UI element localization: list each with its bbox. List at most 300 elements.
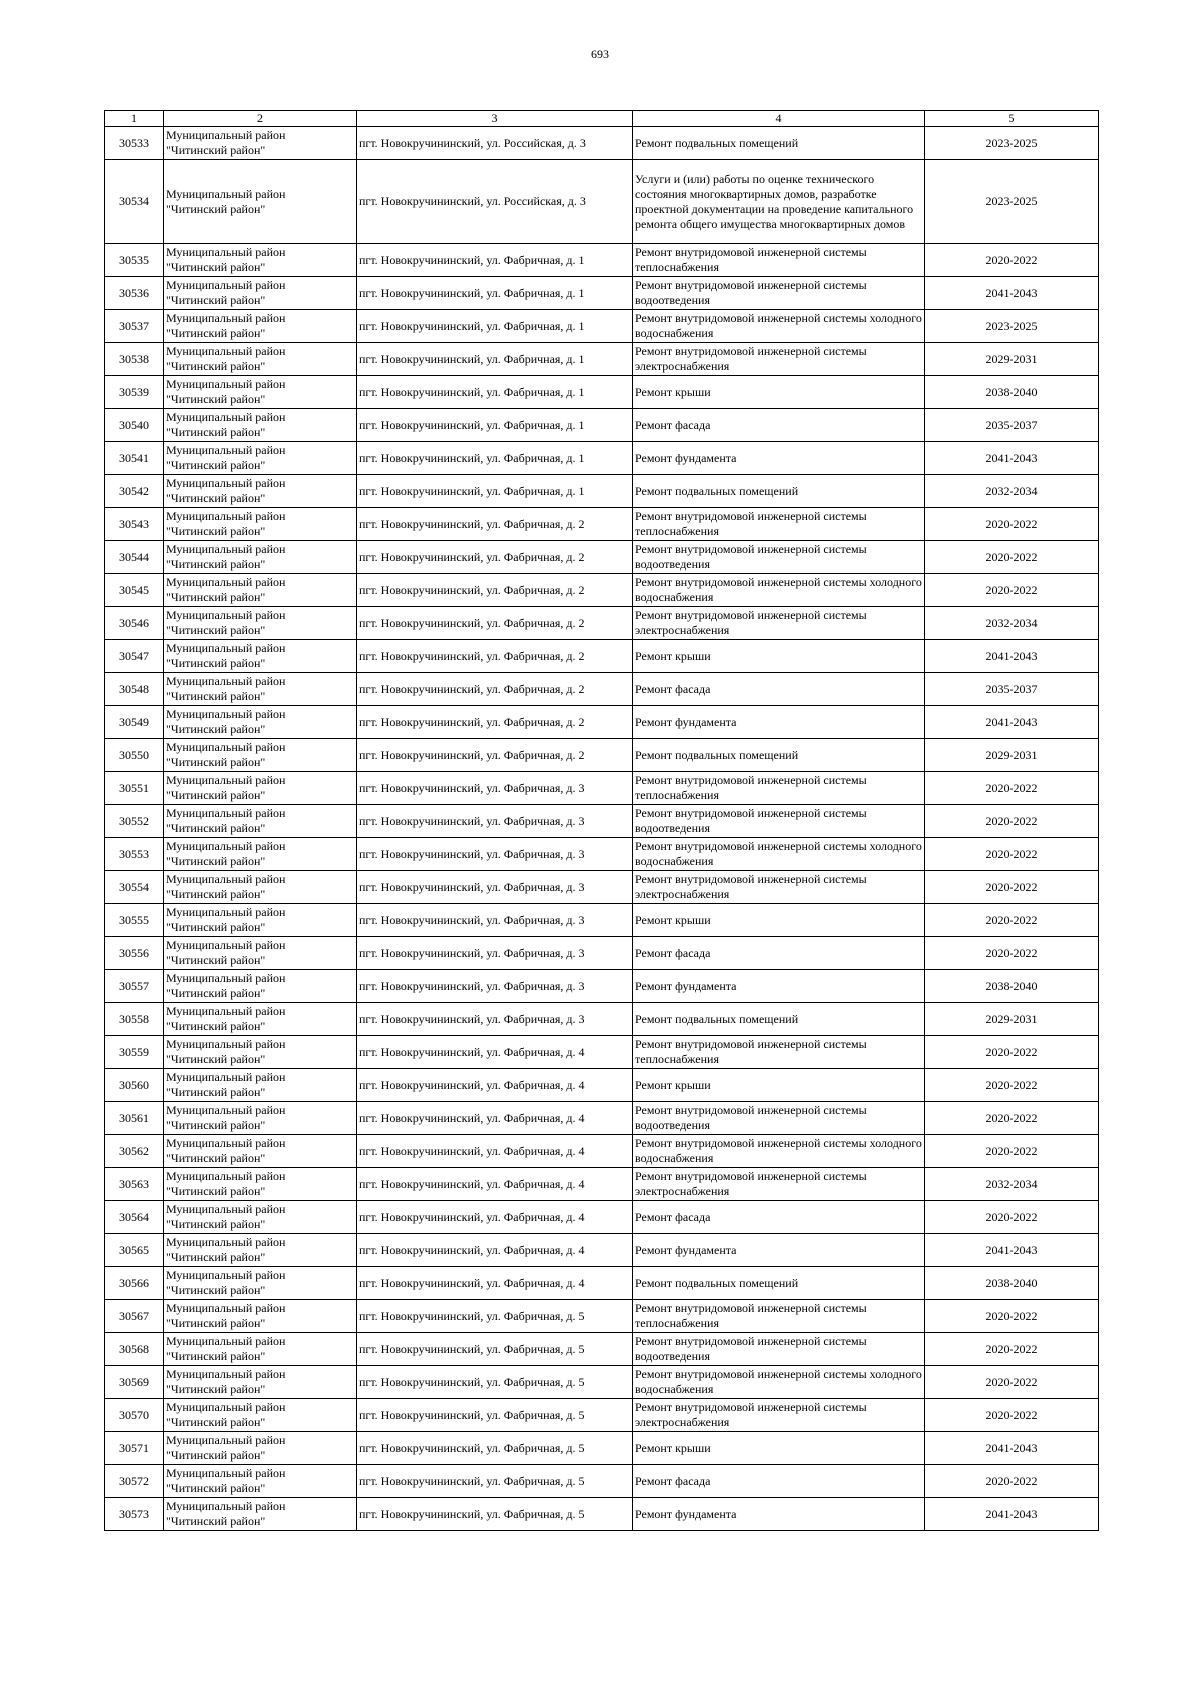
row-number: 30539 [105, 376, 164, 409]
municipality-line: Муниципальный район [166, 476, 286, 490]
municipality-line: Муниципальный район [166, 740, 286, 754]
table-row [105, 277, 1099, 310]
municipality-cell [164, 277, 357, 310]
table-row [105, 673, 1099, 706]
period-cell: 2020-2022 [925, 508, 1099, 541]
municipality-cell [164, 475, 357, 508]
address-cell: пгт. Новокручининский, ул. Фабричная, д. 5 [357, 1498, 633, 1531]
row-number: 30562 [105, 1135, 164, 1168]
municipality-line: Муниципальный район [166, 872, 286, 886]
address-cell: пгт. Новокручининский, ул. Фабричная, д. 5 [357, 1300, 633, 1333]
table-row [105, 739, 1099, 772]
work-type-cell: Ремонт фасада [633, 1201, 925, 1234]
municipality-line: "Читинский район" [166, 425, 266, 439]
municipality-cell [164, 541, 357, 574]
row-number: 30547 [105, 640, 164, 673]
municipality-cell [164, 838, 357, 871]
municipality-cell [164, 409, 357, 442]
period-cell: 2020-2022 [925, 1465, 1099, 1498]
work-type-cell: Ремонт крыши [633, 1069, 925, 1102]
address-cell: пгт. Новокручининский, ул. Фабричная, д. 5 [357, 1366, 633, 1399]
address-cell: пгт. Новокручининский, ул. Фабричная, д. 4 [357, 1135, 633, 1168]
work-type-cell: Услуги и (или) работы по оценке технического состояния многоквартирных домов, разработке проектной документации на проведение капитального ремонта общего имущества многоквартирных домов [633, 160, 925, 244]
municipality-cell [164, 1168, 357, 1201]
municipality-cell [164, 1234, 357, 1267]
period-cell: 2041-2043 [925, 442, 1099, 475]
row-number: 30545 [105, 574, 164, 607]
period-cell: 2038-2040 [925, 376, 1099, 409]
period-cell: 2020-2022 [925, 244, 1099, 277]
period-cell: 2032-2034 [925, 1168, 1099, 1201]
row-number: 30565 [105, 1234, 164, 1267]
work-type-cell: Ремонт фасада [633, 1465, 925, 1498]
municipality-line: Муниципальный район [166, 938, 286, 952]
municipality-cell [164, 805, 357, 838]
municipality-line: Муниципальный район [166, 311, 286, 325]
table-row [105, 409, 1099, 442]
municipality-line: "Читинский район" [166, 1085, 266, 1099]
municipality-line: "Читинский район" [166, 392, 266, 406]
address-cell: пгт. Новокручининский, ул. Фабричная, д. 3 [357, 772, 633, 805]
table-row [105, 574, 1099, 607]
municipality-cell [164, 1036, 357, 1069]
row-number: 30544 [105, 541, 164, 574]
period-cell: 2041-2043 [925, 1234, 1099, 1267]
municipality-line: Муниципальный район [166, 971, 286, 985]
row-number: 30550 [105, 739, 164, 772]
table-row [105, 1267, 1099, 1300]
address-cell: пгт. Новокручининский, ул. Фабричная, д. 1 [357, 442, 633, 475]
row-number: 30563 [105, 1168, 164, 1201]
period-cell: 2023-2025 [925, 160, 1099, 244]
municipality-line: Муниципальный район [166, 278, 286, 292]
row-number: 30552 [105, 805, 164, 838]
work-type-cell: Ремонт внутридомовой инженерной системы водоотведения [633, 805, 925, 838]
municipality-line: "Читинский район" [166, 1382, 266, 1396]
address-cell: пгт. Новокручининский, ул. Фабричная, д. 3 [357, 904, 633, 937]
address-cell: пгт. Новокручининский, ул. Фабричная, д. 2 [357, 508, 633, 541]
work-type-cell: Ремонт подвальных помещений [633, 475, 925, 508]
municipality-line: "Читинский район" [166, 1349, 266, 1363]
row-number: 30538 [105, 343, 164, 376]
municipality-line: "Читинский район" [166, 260, 266, 274]
row-number: 30558 [105, 1003, 164, 1036]
municipality-cell [164, 1333, 357, 1366]
address-cell: пгт. Новокручининский, ул. Фабричная, д. 4 [357, 1069, 633, 1102]
row-number: 30568 [105, 1333, 164, 1366]
table-row [105, 1135, 1099, 1168]
address-cell: пгт. Новокручининский, ул. Фабричная, д. 2 [357, 673, 633, 706]
row-number: 30546 [105, 607, 164, 640]
municipality-line: Муниципальный район [166, 1103, 286, 1117]
address-cell: пгт. Новокручининский, ул. Фабричная, д. 1 [357, 376, 633, 409]
table-row [105, 1465, 1099, 1498]
work-type-cell: Ремонт внутридомовой инженерной системы водоотведения [633, 1102, 925, 1135]
municipality-line: "Читинский район" [166, 1184, 266, 1198]
row-number: 30567 [105, 1300, 164, 1333]
municipality-cell [164, 343, 357, 376]
address-cell: пгт. Новокручининский, ул. Фабричная, д. 3 [357, 838, 633, 871]
municipality-line: Муниципальный район [166, 1400, 286, 1414]
table-row [105, 160, 1099, 244]
municipality-line: "Читинский район" [166, 359, 266, 373]
work-type-cell: Ремонт внутридомовой инженерной системы электроснабжения [633, 871, 925, 904]
municipality-line: Муниципальный район [166, 509, 286, 523]
table-row [105, 1102, 1099, 1135]
municipality-line: "Читинский район" [166, 590, 266, 604]
period-cell: 2041-2043 [925, 640, 1099, 673]
period-cell: 2020-2022 [925, 1069, 1099, 1102]
row-number: 30559 [105, 1036, 164, 1069]
row-number: 30561 [105, 1102, 164, 1135]
page-number: 693 [591, 47, 609, 61]
address-cell: пгт. Новокручининский, ул. Фабричная, д. 5 [357, 1399, 633, 1432]
work-type-cell: Ремонт внутридомовой инженерной системы водоотведения [633, 1333, 925, 1366]
municipality-cell [164, 160, 357, 244]
municipality-line: Муниципальный район [166, 128, 286, 142]
municipality-line: Муниципальный район [166, 377, 286, 391]
period-cell: 2032-2034 [925, 607, 1099, 640]
period-cell: 2032-2034 [925, 475, 1099, 508]
municipality-cell [164, 1366, 357, 1399]
municipality-line: "Читинский район" [166, 293, 266, 307]
address-cell: пгт. Новокручининский, ул. Фабричная, д. 1 [357, 310, 633, 343]
period-cell: 2041-2043 [925, 277, 1099, 310]
municipality-cell [164, 1135, 357, 1168]
row-number: 30571 [105, 1432, 164, 1465]
table-row [105, 805, 1099, 838]
address-cell: пгт. Новокручининский, ул. Фабричная, д. 5 [357, 1465, 633, 1498]
period-cell: 2020-2022 [925, 1399, 1099, 1432]
municipality-line: "Читинский район" [166, 920, 266, 934]
table-row [105, 1432, 1099, 1465]
municipality-line: "Читинский район" [166, 557, 266, 571]
table-row [105, 376, 1099, 409]
municipality-line: "Читинский район" [166, 689, 266, 703]
work-type-cell: Ремонт внутридомовой инженерной системы теплоснабжения [633, 772, 925, 805]
table-body [105, 127, 1099, 1531]
address-cell: пгт. Новокручининский, ул. Фабричная, д. 1 [357, 244, 633, 277]
municipality-line: "Читинский район" [166, 1250, 266, 1264]
municipality-cell [164, 1432, 357, 1465]
municipality-line: "Читинский район" [166, 1316, 266, 1330]
municipality-line: Муниципальный район [166, 1268, 286, 1282]
address-cell: пгт. Новокручининский, ул. Фабричная, д. 3 [357, 937, 633, 970]
column-header-4: 4 [633, 111, 925, 127]
table-row [105, 937, 1099, 970]
work-type-cell: Ремонт фундамента [633, 706, 925, 739]
municipality-line: Муниципальный район [166, 410, 286, 424]
municipality-cell [164, 706, 357, 739]
period-cell: 2041-2043 [925, 1498, 1099, 1531]
work-type-cell: Ремонт крыши [633, 904, 925, 937]
municipality-cell [164, 904, 357, 937]
work-type-cell: Ремонт внутридомовой инженерной системы холодного водоснабжения [633, 838, 925, 871]
municipality-cell [164, 1267, 357, 1300]
table-row [105, 1300, 1099, 1333]
row-number: 30551 [105, 772, 164, 805]
work-type-cell: Ремонт внутридомовой инженерной системы холодного водоснабжения [633, 1135, 925, 1168]
table-row [105, 244, 1099, 277]
period-cell: 2035-2037 [925, 673, 1099, 706]
work-type-cell: Ремонт фундамента [633, 442, 925, 475]
address-cell: пгт. Новокручининский, ул. Фабричная, д. 2 [357, 607, 633, 640]
row-number: 30541 [105, 442, 164, 475]
address-cell: пгт. Новокручининский, ул. Фабричная, д. 4 [357, 1102, 633, 1135]
work-type-cell: Ремонт внутридомовой инженерной системы электроснабжения [633, 607, 925, 640]
table-row [105, 343, 1099, 376]
municipality-cell [164, 508, 357, 541]
period-cell: 2041-2043 [925, 706, 1099, 739]
row-number: 30569 [105, 1366, 164, 1399]
address-cell: пгт. Новокручининский, ул. Фабричная, д. 4 [357, 1201, 633, 1234]
municipality-line: Муниципальный район [166, 1301, 286, 1315]
address-cell: пгт. Новокручининский, ул. Российская, д. 3 [357, 160, 633, 244]
table-row [105, 1366, 1099, 1399]
address-cell: пгт. Новокручининский, ул. Фабричная, д. 2 [357, 574, 633, 607]
table-row [105, 607, 1099, 640]
municipality-line: "Читинский район" [166, 788, 266, 802]
municipality-line: "Читинский район" [166, 821, 266, 835]
period-cell: 2035-2037 [925, 409, 1099, 442]
row-number: 30535 [105, 244, 164, 277]
municipality-line: Муниципальный район [166, 1202, 286, 1216]
municipality-line: "Читинский район" [166, 1052, 266, 1066]
municipality-cell [164, 871, 357, 904]
table-row [105, 1333, 1099, 1366]
municipality-cell [164, 970, 357, 1003]
work-type-cell: Ремонт внутридомовой инженерной системы водоотведения [633, 277, 925, 310]
municipality-line: Муниципальный район [166, 245, 286, 259]
municipality-line: "Читинский район" [166, 458, 266, 472]
municipality-line: Муниципальный район [166, 1004, 286, 1018]
period-cell: 2020-2022 [925, 1135, 1099, 1168]
row-number: 30554 [105, 871, 164, 904]
municipality-cell [164, 640, 357, 673]
municipality-cell [164, 244, 357, 277]
row-number: 30555 [105, 904, 164, 937]
municipality-line: "Читинский район" [166, 1415, 266, 1429]
row-number: 30533 [105, 127, 164, 160]
municipality-line: "Читинский район" [166, 143, 266, 157]
municipality-line: Муниципальный район [166, 443, 286, 457]
period-cell: 2020-2022 [925, 1036, 1099, 1069]
municipality-line: "Читинский район" [166, 1217, 266, 1231]
period-cell: 2020-2022 [925, 1201, 1099, 1234]
work-type-cell: Ремонт подвальных помещений [633, 1003, 925, 1036]
table-row [105, 1003, 1099, 1036]
work-type-cell: Ремонт фасада [633, 409, 925, 442]
row-number: 30573 [105, 1498, 164, 1531]
row-number: 30557 [105, 970, 164, 1003]
address-cell: пгт. Новокручининский, ул. Фабричная, д. 2 [357, 640, 633, 673]
work-type-cell: Ремонт крыши [633, 640, 925, 673]
address-cell: пгт. Новокручининский, ул. Фабричная, д. 1 [357, 277, 633, 310]
municipality-line: Муниципальный район [166, 608, 286, 622]
municipality-line: "Читинский район" [166, 623, 266, 637]
period-cell: 2020-2022 [925, 541, 1099, 574]
period-cell: 2020-2022 [925, 904, 1099, 937]
municipality-cell [164, 1465, 357, 1498]
row-number: 30537 [105, 310, 164, 343]
row-number: 30534 [105, 160, 164, 244]
period-cell: 2038-2040 [925, 970, 1099, 1003]
table-row [105, 1201, 1099, 1234]
row-number: 30540 [105, 409, 164, 442]
municipality-cell [164, 1201, 357, 1234]
address-cell: пгт. Новокручининский, ул. Фабричная, д. 4 [357, 1267, 633, 1300]
municipality-line: "Читинский район" [166, 201, 266, 216]
address-cell: пгт. Новокручининский, ул. Фабричная, д. 3 [357, 871, 633, 904]
address-cell: пгт. Новокручининский, ул. Фабричная, д. 3 [357, 1003, 633, 1036]
table-row [105, 541, 1099, 574]
period-cell: 2023-2025 [925, 127, 1099, 160]
address-cell: пгт. Новокручининский, ул. Фабричная, д. 4 [357, 1234, 633, 1267]
column-header-2: 2 [164, 111, 357, 127]
period-cell: 2020-2022 [925, 772, 1099, 805]
work-type-cell: Ремонт крыши [633, 376, 925, 409]
work-type-cell: Ремонт подвальных помещений [633, 739, 925, 772]
municipality-line: "Читинский район" [166, 1448, 266, 1462]
municipality-line: "Читинский район" [166, 656, 266, 670]
municipality-line: Муниципальный район [166, 707, 286, 721]
address-cell: пгт. Новокручининский, ул. Фабричная, д. 2 [357, 706, 633, 739]
row-number: 30553 [105, 838, 164, 871]
row-number: 30549 [105, 706, 164, 739]
address-cell: пгт. Новокручининский, ул. Фабричная, д. 1 [357, 475, 633, 508]
table-row [105, 1168, 1099, 1201]
municipality-line: Муниципальный район [166, 1466, 286, 1480]
period-cell: 2029-2031 [925, 343, 1099, 376]
row-number: 30542 [105, 475, 164, 508]
address-cell: пгт. Новокручининский, ул. Российская, д. 3 [357, 127, 633, 160]
work-type-cell: Ремонт внутридомовой инженерной системы теплоснабжения [633, 1300, 925, 1333]
municipality-line: Муниципальный район [166, 905, 286, 919]
row-number: 30548 [105, 673, 164, 706]
row-number: 30564 [105, 1201, 164, 1234]
municipality-cell [164, 1399, 357, 1432]
municipality-line: "Читинский район" [166, 953, 266, 967]
work-type-cell: Ремонт фундамента [633, 1498, 925, 1531]
work-type-cell: Ремонт фундамента [633, 970, 925, 1003]
municipality-line: Муниципальный район [166, 806, 286, 820]
work-type-cell: Ремонт внутридомовой инженерной системы теплоснабжения [633, 508, 925, 541]
work-type-cell: Ремонт фасада [633, 937, 925, 970]
municipality-line: Муниципальный район [166, 1499, 286, 1513]
address-cell: пгт. Новокручининский, ул. Фабричная, д. 4 [357, 1168, 633, 1201]
municipality-line: Муниципальный район [166, 1433, 286, 1447]
work-type-cell: Ремонт внутридомовой инженерной системы теплоснабжения [633, 1036, 925, 1069]
municipality-cell [164, 1300, 357, 1333]
municipality-cell [164, 937, 357, 970]
address-cell: пгт. Новокручининский, ул. Фабричная, д. 4 [357, 1036, 633, 1069]
municipality-line: "Читинский район" [166, 326, 266, 340]
table-row [105, 508, 1099, 541]
table-row [105, 310, 1099, 343]
repair-schedule-table [104, 110, 1099, 1531]
table-row [105, 1399, 1099, 1432]
table-row [105, 772, 1099, 805]
period-cell: 2020-2022 [925, 1102, 1099, 1135]
municipality-line: "Читинский район" [166, 986, 266, 1000]
municipality-line: "Читинский район" [166, 722, 266, 736]
table-row [105, 475, 1099, 508]
municipality-line: Муниципальный район [166, 1070, 286, 1084]
period-cell: 2020-2022 [925, 1333, 1099, 1366]
row-number: 30536 [105, 277, 164, 310]
municipality-line: "Читинский район" [166, 491, 266, 505]
address-cell: пгт. Новокручининский, ул. Фабричная, д. 2 [357, 541, 633, 574]
municipality-line: "Читинский район" [166, 1514, 266, 1528]
work-type-cell: Ремонт внутридомовой инженерной системы водоотведения [633, 541, 925, 574]
work-type-cell: Ремонт крыши [633, 1432, 925, 1465]
municipality-cell [164, 310, 357, 343]
municipality-line: Муниципальный район [166, 773, 286, 787]
period-cell: 2020-2022 [925, 805, 1099, 838]
table-row [105, 904, 1099, 937]
municipality-cell [164, 607, 357, 640]
address-cell: пгт. Новокручининский, ул. Фабричная, д. 1 [357, 409, 633, 442]
municipality-cell [164, 1003, 357, 1036]
table-row [105, 970, 1099, 1003]
period-cell: 2029-2031 [925, 739, 1099, 772]
municipality-line: "Читинский район" [166, 1151, 266, 1165]
work-type-cell: Ремонт подвальных помещений [633, 127, 925, 160]
work-type-cell: Ремонт фасада [633, 673, 925, 706]
municipality-cell [164, 772, 357, 805]
municipality-cell [164, 673, 357, 706]
municipality-line: "Читинский район" [166, 1481, 266, 1495]
address-cell: пгт. Новокручининский, ул. Фабричная, д. 1 [357, 343, 633, 376]
municipality-cell [164, 1498, 357, 1531]
table-row [105, 1234, 1099, 1267]
table-row [105, 1036, 1099, 1069]
municipality-cell [164, 739, 357, 772]
column-number-row [105, 111, 1099, 127]
municipality-line: Муниципальный район [166, 1235, 286, 1249]
column-header-3: 3 [357, 111, 633, 127]
municipality-cell [164, 1069, 357, 1102]
municipality-line: Муниципальный район [166, 641, 286, 655]
row-number: 30572 [105, 1465, 164, 1498]
municipality-line: Муниципальный район [166, 542, 286, 556]
table-row [105, 871, 1099, 904]
column-header-5: 5 [925, 111, 1099, 127]
row-number: 30556 [105, 937, 164, 970]
table-row [105, 838, 1099, 871]
period-cell: 2020-2022 [925, 838, 1099, 871]
table-row [105, 1498, 1099, 1531]
work-type-cell: Ремонт внутридомовой инженерной системы теплоснабжения [633, 244, 925, 277]
period-cell: 2023-2025 [925, 310, 1099, 343]
municipality-cell [164, 442, 357, 475]
table-row [105, 706, 1099, 739]
address-cell: пгт. Новокручининский, ул. Фабричная, д. 3 [357, 805, 633, 838]
work-type-cell: Ремонт внутридомовой инженерной системы электроснабжения [633, 1168, 925, 1201]
municipality-line: "Читинский район" [166, 524, 266, 538]
municipality-line: "Читинский район" [166, 1283, 266, 1297]
municipality-line: Муниципальный район [166, 1334, 286, 1348]
table-row [105, 1069, 1099, 1102]
municipality-cell [164, 127, 357, 160]
period-cell: 2038-2040 [925, 1267, 1099, 1300]
period-cell: 2020-2022 [925, 937, 1099, 970]
work-type-cell: Ремонт внутридомовой инженерной системы электроснабжения [633, 343, 925, 376]
municipality-line: Муниципальный район [166, 1136, 286, 1150]
row-number: 30543 [105, 508, 164, 541]
work-type-cell: Ремонт подвальных помещений [633, 1267, 925, 1300]
period-cell: 2041-2043 [925, 1432, 1099, 1465]
